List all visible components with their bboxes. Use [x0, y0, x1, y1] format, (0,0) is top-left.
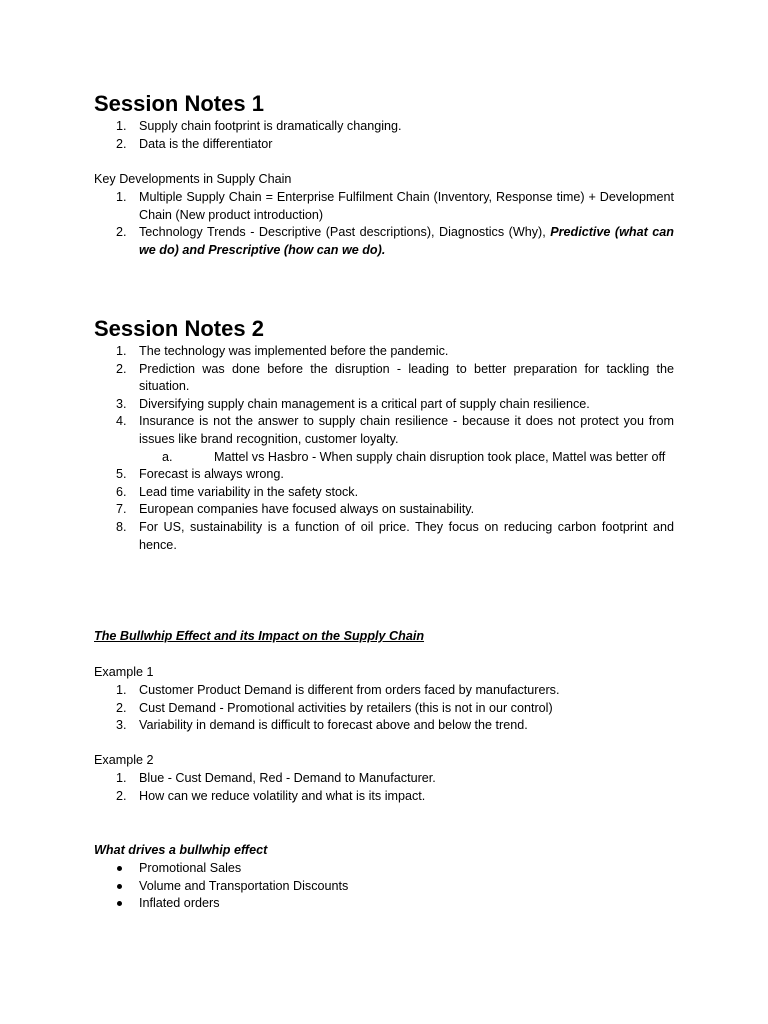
emphasis-text: Predictive (what can we do) and Prescriptive (how can we do).: [139, 225, 674, 257]
list-item: 2. Data is the differentiator: [116, 136, 273, 151]
list-item: 4. Insurance is not the answer to supply chain resilience - because it does not protect you from issues like brand recognition, customer loyalty.: [116, 414, 674, 446]
drivers-heading: What drives a bullwhip effect: [94, 843, 268, 857]
bullet-icon: [117, 884, 122, 889]
bullet-icon: [117, 866, 122, 871]
session1-title: Session Notes 1: [94, 91, 264, 116]
list-item: 2. Cust Demand - Promotional activities by retailers (this is not in our control): [116, 700, 553, 715]
example2-list: [94, 770, 674, 805]
key-developments-list: [94, 189, 674, 259]
example1-label: Example 1: [94, 665, 154, 679]
sub-list-item: a. Mattel vs Hasbro - When supply chain disruption took place, Mattel was better off: [162, 449, 666, 464]
session1-list: [94, 118, 674, 153]
key-developments-heading: Key Developments in Supply Chain: [94, 172, 292, 186]
list-item: 3. Variability in demand is difficult to forecast above and below the trend.: [116, 718, 528, 733]
list-item: 1. The technology was implemented before the pandemic.: [116, 344, 449, 358]
list-item: 2. Prediction was done before the disruption - leading to better preparation for tackling the situation.: [116, 361, 674, 394]
session2-title: Session Notes 2: [94, 316, 264, 341]
list-item: 6. Lead time variability in the safety stock.: [116, 484, 359, 499]
list-item: 3. Diversifying supply chain management is a critical part of supply chain resilience.: [116, 396, 590, 411]
list-item: 2. How can we reduce volatility and what is its impact.: [116, 788, 426, 803]
list-item: 1. Customer Product Demand is different from orders faced by manufacturers.: [116, 683, 560, 697]
list-item: 1. Supply chain footprint is dramatically changing.: [116, 119, 402, 133]
list-item: 8. For US, sustainability is a function of oil price. They focus on reducing carbon footprint and hence.: [116, 519, 674, 552]
example2-label: Example 2: [94, 753, 154, 767]
bullet-item: Inflated orders: [94, 895, 348, 913]
list-item: 1. Multiple Supply Chain = Enterprise Fulfilment Chain (Inventory, Response time) + Development Chain (New product introduction): [116, 190, 674, 222]
list-item: 2. Technology Trends - Descriptive (Past descriptions), Diagnostics (Why), Predictive (what can we do) and Prescriptive (how can we do).: [116, 225, 674, 257]
bullet-item: Promotional Sales: [94, 860, 348, 878]
bullet-icon: [117, 901, 122, 906]
bullwhip-heading: The Bullwhip Effect and its Impact on the Supply Chain: [94, 629, 425, 643]
drivers-list: [94, 860, 348, 913]
bullet-item: Volume and Transportation Discounts: [94, 878, 348, 896]
list-item: 1. Blue - Cust Demand, Red - Demand to Manufacturer.: [116, 771, 436, 785]
session2-list: [94, 343, 674, 554]
list-item: 5. Forecast is always wrong.: [116, 467, 284, 482]
example1-list: [94, 682, 674, 735]
list-item: 7. European companies have focused always on sustainability.: [116, 502, 475, 517]
